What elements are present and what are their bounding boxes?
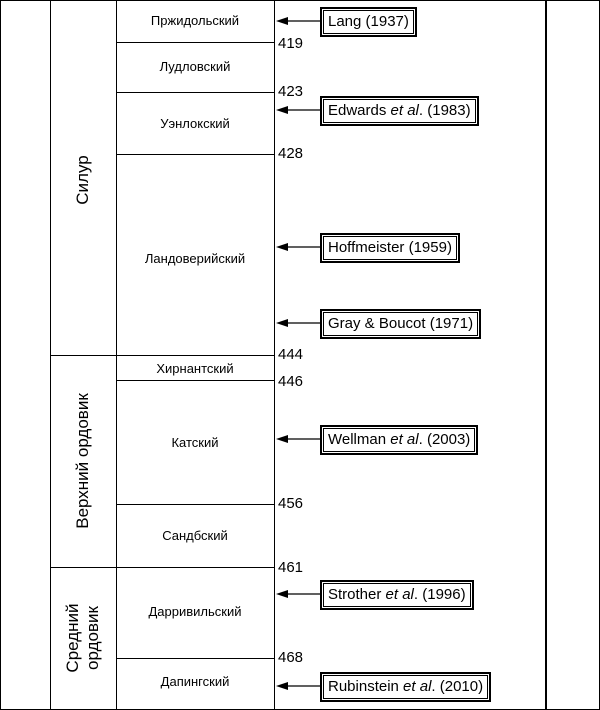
- period-label-line: Силур: [73, 155, 92, 205]
- reference-year: . (2010): [431, 678, 484, 695]
- period-label-line: ордовик: [83, 606, 102, 670]
- stage-boundary: [116, 154, 274, 155]
- reference-arrow: [276, 16, 322, 26]
- period-label-middle-ordovician: [63, 588, 103, 688]
- reference-box-gray-boucot: [320, 309, 481, 339]
- stage-label-sandbian: Сандбский: [162, 528, 228, 543]
- period-label-line: Верхний ордовик: [73, 393, 92, 529]
- right-column-border: [545, 0, 547, 710]
- reference-arrow: [276, 434, 322, 444]
- stage-label-ludlow: Лудловский: [159, 59, 231, 74]
- stage-boundary: [116, 504, 274, 505]
- stage-boundary: [116, 92, 274, 93]
- stage-label-katian: Катский: [171, 435, 219, 450]
- stage-label-pridoli: Пржидольский: [150, 13, 240, 28]
- age-label: 468: [278, 649, 304, 666]
- age-label: 444: [278, 346, 304, 363]
- reference-box-edwards: [320, 96, 479, 126]
- stage-boundary: [116, 42, 274, 43]
- time-axis-line: [274, 0, 275, 710]
- period-label-silurian: [73, 130, 93, 230]
- reference-text: Hoffmeister (1959): [328, 239, 452, 256]
- age-label: 456: [278, 495, 304, 512]
- reference-box-rubinstein: [320, 672, 491, 702]
- stage-label-dapingian: Дапингский: [160, 674, 230, 689]
- stage-boundary: [116, 380, 274, 381]
- period-boundary-upper-middle-ordovician: [50, 567, 274, 568]
- stage-boundary: [116, 658, 274, 659]
- stage-label-llandovery: Ландоверийский: [144, 251, 246, 266]
- stage-label-darriwilian: Дарривильский: [148, 604, 242, 619]
- reference-box-lang: [320, 7, 417, 37]
- period-boundary-silurian-upper-ordovician: [50, 355, 274, 356]
- reference-text: Lang (1937): [328, 13, 409, 30]
- period-label-upper-ordovician: [73, 376, 93, 546]
- reference-arrow: [276, 681, 322, 691]
- age-label: 428: [278, 145, 304, 162]
- reference-text: Gray & Boucot (1971): [328, 315, 474, 332]
- reference-box-strother: [320, 580, 474, 610]
- reference-arrow: [276, 589, 322, 599]
- reference-et-al: et al: [390, 102, 419, 119]
- reference-year: . (1996): [413, 586, 466, 603]
- age-label: 461: [278, 559, 304, 576]
- reference-arrow: [276, 318, 322, 328]
- reference-et-al: et al: [390, 431, 419, 448]
- reference-et-al: et al: [385, 586, 414, 603]
- reference-arrow: [276, 242, 322, 252]
- reference-arrow: [276, 105, 322, 115]
- reference-author: Edwards: [328, 102, 391, 119]
- reference-year: . (2003): [418, 431, 471, 448]
- reference-et-al: et al: [403, 678, 432, 695]
- reference-author: Strother: [328, 586, 386, 603]
- age-label: 446: [278, 373, 304, 390]
- reference-author: Wellman: [328, 431, 391, 448]
- age-label: 419: [278, 35, 304, 52]
- reference-author: Rubinstein: [328, 678, 404, 695]
- reference-box-hoffmeister: [320, 233, 460, 263]
- age-label: 423: [278, 83, 304, 100]
- period-label-line: Средний: [63, 603, 82, 673]
- stage-label-wenlock: Уэнлокский: [160, 116, 230, 131]
- stage-label-hirnantian: Хирнантский: [156, 361, 234, 376]
- reference-year: . (1983): [418, 102, 471, 119]
- reference-box-wellman: [320, 425, 478, 455]
